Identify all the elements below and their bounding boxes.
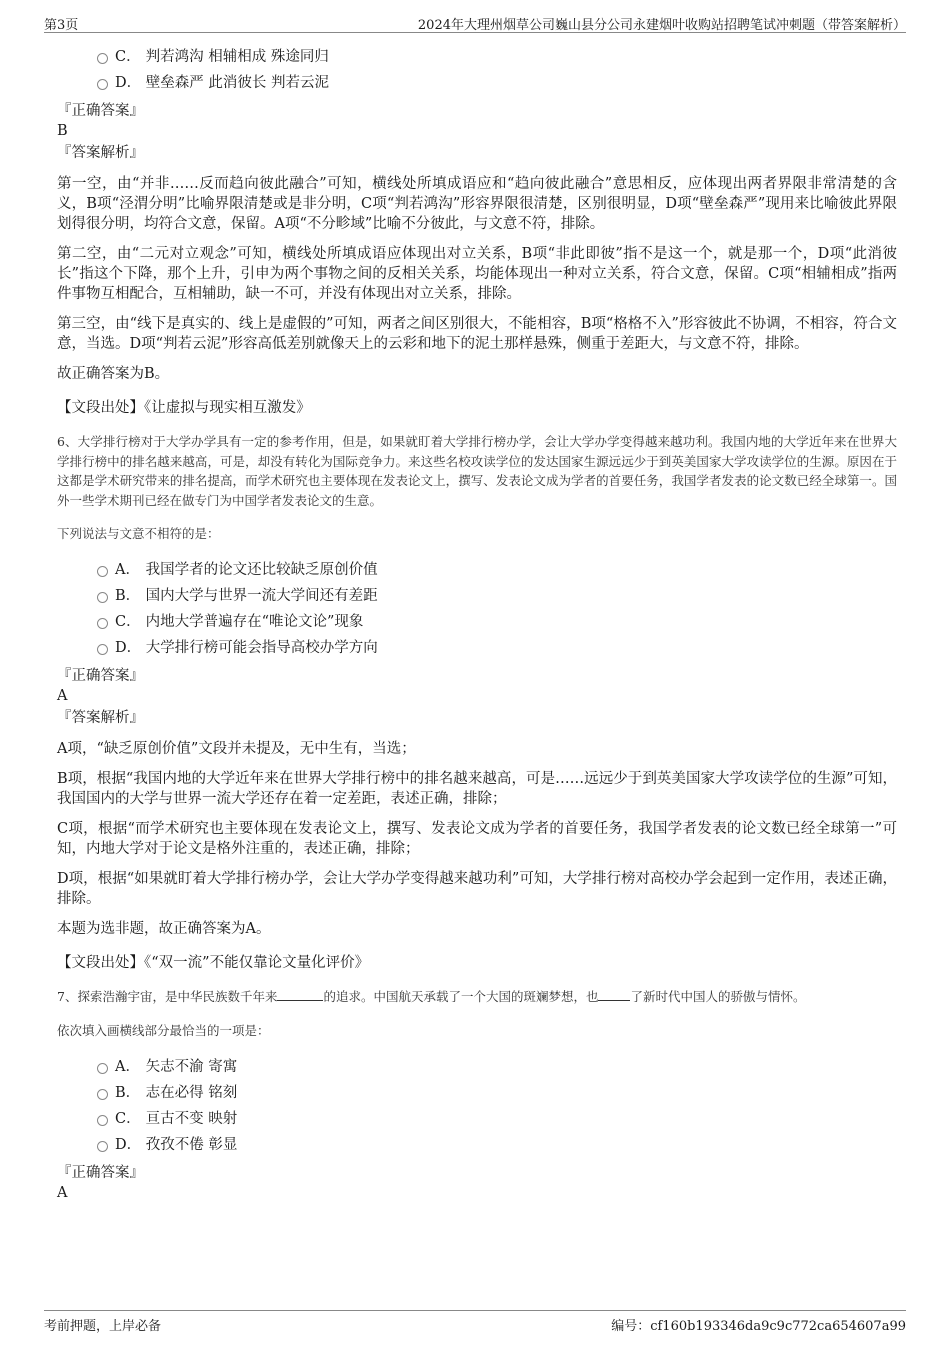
page-footer xyxy=(44,1310,906,1334)
page-header xyxy=(44,10,906,33)
radio-button[interactable] xyxy=(97,53,108,64)
radio-button[interactable] xyxy=(97,1063,108,1074)
radio-button[interactable] xyxy=(97,566,108,577)
q6-analysis-label: 『答案解析』 xyxy=(57,710,144,726)
q7-prompt: 依次填入画横线部分最恰当的一项是： xyxy=(57,1022,270,1038)
radio-button[interactable] xyxy=(97,79,108,90)
q6-analysis-4: D项，根据“如果就盯着大学排行榜办学，会让大学办学变得越来越功利”可知，大学排行榜对高校办学会起到一定作用，表述正确，排除。 xyxy=(57,871,897,907)
option-letter: C． xyxy=(115,614,141,630)
radio-button[interactable] xyxy=(97,1089,108,1100)
option-letter: C． xyxy=(115,49,141,65)
option-letter: D． xyxy=(115,640,142,656)
option-text: 判若鸿沟 相辅相成 殊途同归 xyxy=(145,49,329,65)
q5-analysis-3: 第三空，由“线下是真实的、线上是虚假的”可知，两者之间区别很大，不能相容，B项“格格不入”形容彼此不协调，不相容，符合文意，当选。D项“判若云泥”形容高低差别就像天上的云彩和地下的泥土那样悬殊，侧重于差距大，与文意不符，排除。 xyxy=(57,316,897,352)
q7-blank-1 xyxy=(277,988,323,1001)
q6-option-b[interactable] xyxy=(57,583,897,609)
option-text: 亘古不变 映射 xyxy=(145,1110,238,1127)
option-letter: A． xyxy=(115,562,140,578)
radio-button[interactable] xyxy=(97,618,108,629)
option-letter: D． xyxy=(115,75,142,91)
radio-button[interactable] xyxy=(97,592,108,603)
q6-answer-label: 『正确答案』 xyxy=(57,668,144,684)
q5-analysis-label: 『答案解析』 xyxy=(57,145,144,161)
document-title: 2024年大理州烟草公司巍山县分公司永建烟叶收购站招聘笔试冲刺题（带答案解析） xyxy=(417,18,906,33)
option-letter: B． xyxy=(115,588,141,604)
option-text: 孜孜不倦 彰显 xyxy=(145,1136,238,1153)
option-letter: B． xyxy=(115,1084,141,1101)
page-number: 第3页 xyxy=(44,18,79,33)
q5-options xyxy=(57,44,897,96)
q7-option-b[interactable] xyxy=(57,1080,897,1106)
q6-analysis-3: C项，根据“而学术研究也主要体现在发表论文上，撰写、发表论文成为学者的首要任务，我国学者发表的论文数已经全球第一”可知，内地大学对于论文是格外注重的，表述正确，排除； xyxy=(57,821,897,857)
q7-option-c[interactable] xyxy=(57,1106,897,1132)
q6-option-a[interactable] xyxy=(57,557,897,583)
radio-button[interactable] xyxy=(97,1141,108,1152)
q6-analysis-2: B项，根据“我国内地的大学近年来在世界大学排行榜中的排名越来越高，可是……远远少于到英美国家大学攻读学位的生源”可知，我国国内的大学与世界一流大学还存在着一定差距，表述正确，排除； xyxy=(57,771,897,807)
q7-answer-label: 『正确答案』 xyxy=(57,1164,144,1181)
q7-blank-2 xyxy=(598,988,630,1001)
q6-option-d[interactable] xyxy=(57,635,897,661)
q5-source: 【文段出处】《让虚拟与现实相互激发》 xyxy=(57,400,311,416)
option-text: 志在必得 铭刻 xyxy=(145,1084,238,1101)
q7-answer: A xyxy=(57,1184,68,1201)
q6-analysis-1: A项，“缺乏原创价值”文段并未提及，无中生有，当选； xyxy=(57,741,416,757)
q6-answer: A xyxy=(57,688,68,704)
q6-prompt: 下列说法与文意不相符的是： xyxy=(57,526,220,541)
q5-analysis-2: 第二空，由“二元对立观念”可知，横线处所填成语应体现出对立关系，B项“非此即彼”指不是这一个，就是那一个，D项“此消彼长”指这个下降，那个上升，引申为两个事物之间的反相关关系，均能体现出一种对立关系，符合文意，保留。C项“相辅相成”指两件事物互相配合，互相辅助，缺一不可，并没有体现出对立关系，排除。 xyxy=(57,246,897,302)
option-text: 内地大学普遍存在“唯论文论”现象 xyxy=(145,614,364,630)
option-letter: D． xyxy=(115,1136,142,1153)
footer-code: 编号：cf160b193346da9c9c772ca654607a99 xyxy=(611,1319,906,1334)
q7-stem-part1: 7、探索浩瀚宇宙，是中华民族数千年来 xyxy=(57,989,278,1004)
option-text: 国内大学与世界一流大学间还有差距 xyxy=(145,588,378,604)
q7-stem-part2: 的追求。中国航天承载了一个大国的斑斓梦想，也 xyxy=(323,989,599,1004)
radio-button[interactable] xyxy=(97,644,108,655)
q5-answer: B xyxy=(57,123,68,139)
q6-stem: 6、大学排行榜对于大学办学具有一定的参考作用，但是，如果就盯着大学排行榜办学，会让大学办学变得越来越功利。我国内地的大学近年来在世界大学排行榜中的排名越来越高，可是，却没有转化为国际竞争力。来这些名校攻读学位的发达国家生源远远少于到英美国家大学攻读学位的生源。原因在于这都是学术研究带来的排名提高，而学术研究也主要体现在发表论文上，撰写、发表论文成为学者的首要任务，我国学者发表的论文数已经全球第一。国外一些学术期刊已经在做专门为中国学者发表论文的生意。 xyxy=(57,434,897,508)
option-letter: C． xyxy=(115,1110,141,1127)
q5-analysis-4: 故正确答案为B。 xyxy=(57,366,170,382)
q6-source: 【文段出处】《“双一流”不能仅靠论文量化评价》 xyxy=(57,955,370,971)
option-letter: A． xyxy=(115,1058,140,1075)
q7-stem-part3: 了新时代中国人的骄傲与情怀。 xyxy=(630,989,806,1004)
q7-stem xyxy=(57,987,897,1007)
q5-analysis-1: 第一空，由“并非……反而趋向彼此融合”可知，横线处所填成语应和“趋向彼此融合”意思相反，应体现出两者界限非常清楚的含义，B项“泾渭分明”比喻界限清楚或是非分明，C项“判若鸿沟”形容界限很清楚，区别很明显，D项“壁垒森严”现用来比喻彼此界限划得很分明，均符合文意，保留。A项“不分畛域”比喻不分彼此，与文意不符，排除。 xyxy=(57,176,897,232)
option-text: 壁垒森严 此消彼长 判若云泥 xyxy=(145,75,329,91)
q6-options xyxy=(57,557,897,661)
q6-option-c[interactable] xyxy=(57,609,897,635)
q7-option-d[interactable] xyxy=(57,1132,897,1158)
q5-answer-label: 『正确答案』 xyxy=(57,103,144,119)
q5-option-d[interactable] xyxy=(57,70,897,96)
option-text: 我国学者的论文还比较缺乏原创价值 xyxy=(145,562,378,578)
q5-option-c[interactable] xyxy=(57,44,897,70)
option-text: 大学排行榜可能会指导高校办学方向 xyxy=(145,640,378,656)
option-text: 矢志不渝 寄寓 xyxy=(145,1058,238,1075)
q7-option-a[interactable] xyxy=(57,1054,897,1080)
footer-slogan: 考前押题，上岸必备 xyxy=(44,1319,162,1334)
q7-options xyxy=(57,1054,897,1158)
radio-button[interactable] xyxy=(97,1115,108,1126)
page-content xyxy=(57,44,897,1204)
q6-analysis-5: 本题为选非题，故正确答案为A。 xyxy=(57,921,271,937)
